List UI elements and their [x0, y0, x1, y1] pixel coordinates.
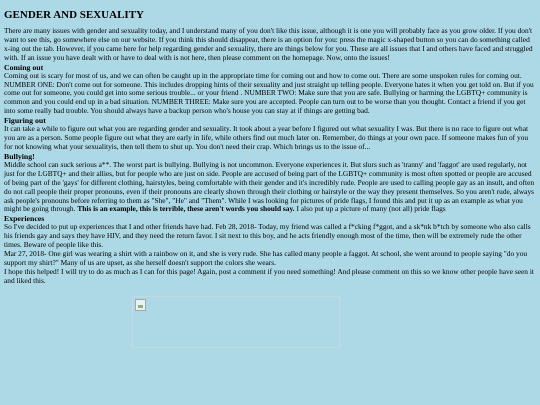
closing-text: I hope this helped! I will try to do as much as I can for this page! Again, post a comment if you need something! And please comment on this so we know other people have seen it and liked this. — [4, 266, 534, 285]
page-title: GENDER AND SEXUALITY — [4, 9, 144, 21]
bullying-text — [4, 161, 536, 214]
bullying-tail: I also put up a picture of many (not all) pride flags — [296, 204, 446, 214]
heading-coming-out: Coming out — [4, 62, 44, 72]
heading-bullying: Bullying! — [4, 151, 35, 161]
coming-out-text: Coming out is scary for most of us, and we can often be caught up in the appropriate time for coming out and how to come out. There are some unspoken rules for coming out. NUMBER ONE: Don't come out for someone. This includes dropping hints of their sexuality and just straight up telling people. Everyone hates it when you get told on. But if you come out for someone, you could get into some serious trouble... or your friend . NUMBER TWO: Make sure that you are safe. Bullying or harming the LGBTQ+ community is common and you could end up in a bad situation. NUMBER THREE: Make sure you are accepted. People can turn out to be worse than you thought. Contact a friend if you get into some really bad trouble. You should always have a backup person who's house you can stay at if things are getting bad. — [4, 70, 534, 116]
heading-figuring-out: Figuring out — [4, 116, 46, 126]
bullying-body: Middle school can suck serious a**. The worst part is bullying. Bullying is not uncommon. Everyone experiences it. But slurs such as 'tranny' and 'faggot' are used regularly, not just for the LGBTQ+ and their allies, but for people who are just on side. People are accused of being part of the LGBTQ+ community is most often spotted or people are accused of being part of the 'gays' for different clothing, hairstyles, being comfortable with their gender and it's incredibly rude. People are used to calling people gay as an insult, and often do not call people their proper pronouns, even if their pronouns are clearly shown through their clothing or hairstyle or the way they present themselves. So you aren't rude, always ask people's pronouns before referring to them as "She", "He" and "Them". While I was looking for pictures of pride flags, I found this and put it up as an example as what you might be going through. — [4, 159, 535, 214]
experiences-text: So I've decided to put up experiences that I and other friends have had. Feb 28, 2018- Today, my friend was called a f*cking f*ggot, and a sk*nk b*tch by someone who also calls his friends gay and says they have HIV, and they need the return favor. I sit next to this boy, and he acts friendly enough most of the time, then will be extremely rude the other times. Beware of people like this. — [4, 222, 531, 250]
intro-text: There are many issues with gender and sexuality today, and I understand many of you don't like this issue, although it is one you will probably face as you grow older. If you don't want to see this, go somewhere else on our website. If you think this should disappear, there is an option for you: press the magic x-shaped button so you can do something called x-ing out the tab. However, if you came here for help regarding gender and sexuality, there are things below for you. These are all issues that I and others have faced and struggled with. If an issue you have dealt with or have to deal with is not here, then please comment on the homepage. Now, onto the issues! — [4, 26, 533, 62]
bullying-emphasis: This is an example, this is terrible, these aren't words you should say. — [77, 204, 295, 214]
heading-experiences: Experiences — [4, 214, 45, 224]
image-placeholder — [132, 296, 340, 348]
experiences-text-2: Mar 27, 2018- One girl was wearing a shirt with a rainbow on it, and she is very rude. She has called many people a faggot. At school, she went around to people saying "do you support my shirt?" Many of us are upset, as she herself doesn't support the colors she wears. — [4, 249, 528, 267]
figuring-out-text: It can take a while to figure out what you are regarding gender and sexuality. It took about a year before I figured out what sexuality I was. But there is no race to figure out what you are as a person. Some people figure out what they are early in life, while others find out much later on. Remember, do things at your own pace. If someone makes fun of you for not knowing what your sexualityis, then tell them to shut up. You don't need their crap. Which brings us to the issue of... — [4, 124, 529, 151]
broken-image-icon — [135, 299, 146, 311]
